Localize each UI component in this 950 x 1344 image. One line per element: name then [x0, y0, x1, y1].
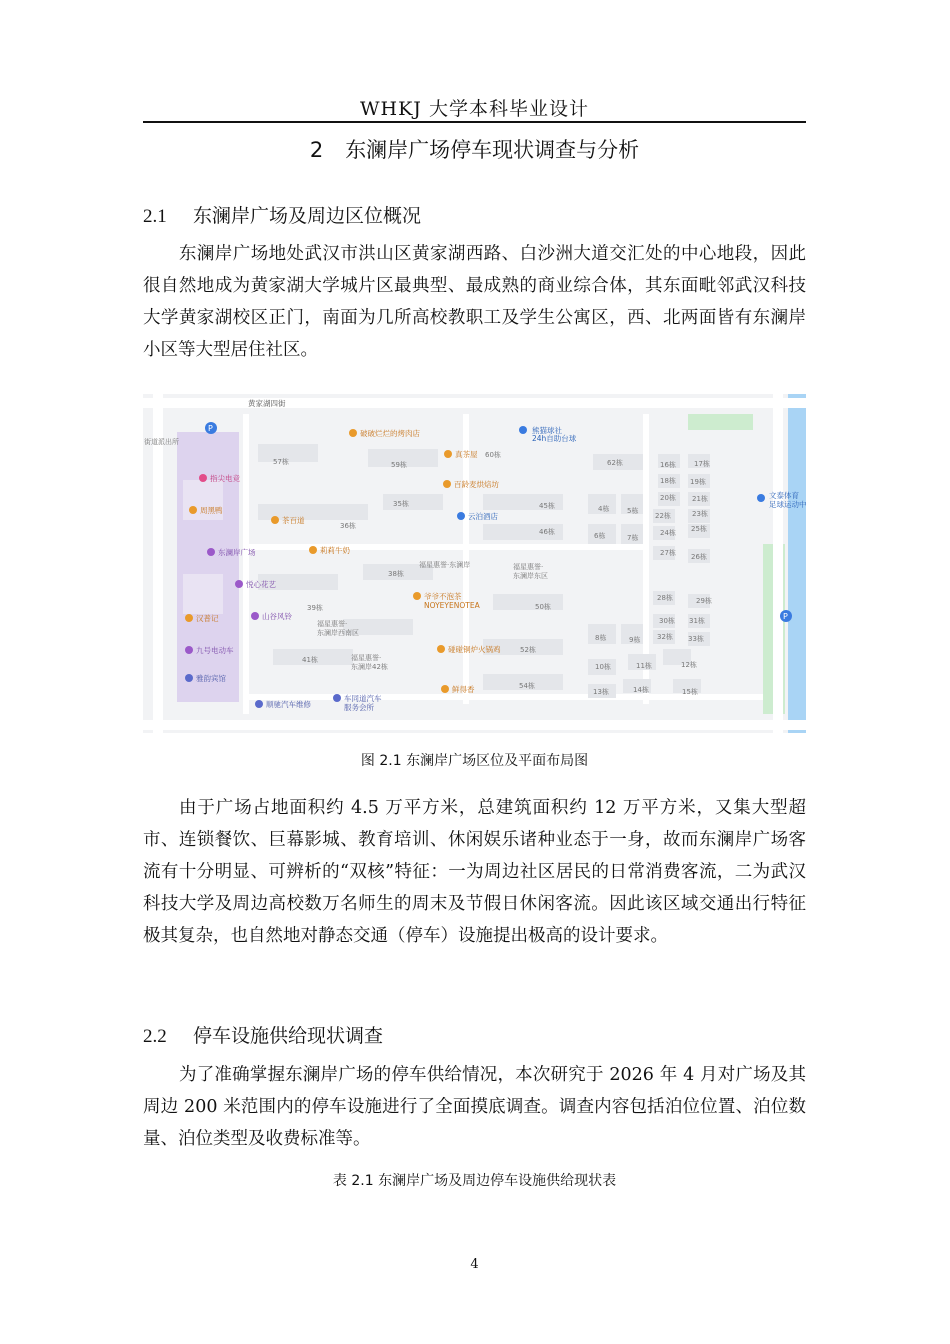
- building-label: 46栋: [539, 528, 555, 536]
- building-label: 60栋: [485, 451, 501, 459]
- building-label: 19栋: [690, 478, 706, 486]
- poi-hongqiao: 碰碰铜炉火锅鸡: [448, 645, 501, 654]
- poi-marker: [199, 474, 207, 482]
- figure-caption: 图 2.1 东澜岸广场区位及平面布局图: [360, 753, 589, 769]
- building-label: 10栋: [595, 663, 611, 671]
- building-label: 31栋: [689, 617, 705, 625]
- building-label: 8栋: [595, 634, 607, 642]
- road-right: [773, 394, 783, 733]
- poi-marker: [441, 685, 449, 693]
- poi-xiongmao: 熊猫球社: [532, 426, 562, 435]
- label-fuxing-xi: 福星惠誉·: [317, 620, 348, 628]
- building-label: 39栋: [307, 604, 323, 612]
- building-label: 23栋: [692, 510, 708, 518]
- building-label: 28栋: [657, 594, 673, 602]
- building-label: 21栋: [692, 495, 708, 503]
- building-label: 13栋: [593, 688, 609, 696]
- building-label: 12栋: [681, 661, 697, 669]
- road-label-top: 黄家湖四街: [248, 399, 286, 408]
- building-label: 25栋: [691, 525, 707, 533]
- poi-yeye-en: NOYEYENOTEA: [424, 601, 480, 610]
- poi-marker: [519, 426, 527, 434]
- building-label: 41栋: [302, 656, 318, 664]
- poi-zhenchawu: 真茶屋: [455, 450, 478, 459]
- poi-marker: [255, 700, 263, 708]
- paragraph-parking-survey: 为了准确掌握东澜岸广场的停车供给情况，本次研究于 2026 年 4 月对广场及其周边 200 米范围内的停车设施进行了全面摸底调查。调查内容包括泊位位置、泊位数量、泊位类型及收费标准等。: [143, 1065, 806, 1149]
- poi-shangu: 山谷风铃: [262, 612, 292, 621]
- poi-zhoumaya: 周黑鸭: [200, 506, 223, 515]
- poi-baiwei: 百龄麦烘焙坊: [454, 480, 499, 489]
- poi-wentai-sub: 足球运动中: [769, 500, 806, 509]
- map-svg: [143, 394, 806, 733]
- plaza-highlight: [177, 432, 239, 702]
- label-fuxing-xi-2: 东澜岸西南区: [317, 629, 359, 637]
- poi-marker: [443, 480, 451, 488]
- building-label: 5栋: [627, 507, 639, 515]
- building-label: 17栋: [694, 460, 710, 468]
- poi-yeye: 爷爷不泡茶: [424, 592, 462, 601]
- poi-yuexin: 悦心花艺: [246, 580, 276, 589]
- poi-marker: [437, 645, 445, 653]
- section-title: 停车设施供给现状调查: [193, 1025, 384, 1047]
- parking-icon: [205, 422, 217, 434]
- poi-marker: [349, 429, 357, 437]
- building-label: 9栋: [629, 636, 641, 644]
- poi-zhijian: 指尖电竞: [210, 474, 240, 483]
- poi-marker: [189, 506, 197, 514]
- location-map-figure: [143, 394, 806, 733]
- building-label: 50栋: [535, 603, 551, 611]
- building-label: 52栋: [520, 646, 536, 654]
- poi-marker: [413, 592, 421, 600]
- building-label: 29栋: [696, 597, 712, 605]
- poi-marker: [271, 516, 279, 524]
- building-label: 24栋: [660, 529, 676, 537]
- label-jiedao: 街道派出所: [144, 438, 179, 446]
- label-fuxing-dongqu: 福星惠誉·: [513, 563, 544, 571]
- poi-wentai: 文泰体育: [769, 491, 799, 500]
- paragraph-passenger-flow: 由于广场占地面积约 4.5 万平方米，总建筑面积约 12 万平方米，又集大型超市、连锁餐饮、巨幕影城、教育培训、休闲娱乐诸种业态于一身，故而东澜岸广场客流有十分明显、可辨析的“双核”特征：一为周边社区居民的日常消费客流，二为武汉科技大学及周边高校数万名师生的周末及节假日休闲客流。因此该区域交通出行特征极其复杂，也自然地对静态交通（停车）设施提出极高的设计要求。: [143, 798, 806, 946]
- section-number: 2.2: [143, 1026, 167, 1047]
- poi-chezhou: 车同道汽车: [344, 694, 382, 703]
- poi-chezhou-sub: 服务会所: [344, 703, 374, 712]
- poi-chabaidao: 茶百道: [282, 516, 305, 525]
- section-heading-2-2: [143, 1021, 383, 1048]
- poi-yunbo: 云泊酒店: [468, 512, 498, 521]
- building-label: 15栋: [682, 688, 698, 696]
- poi-marker: [185, 646, 193, 654]
- building-label: 30栋: [659, 617, 675, 625]
- building-label: 7栋: [627, 534, 639, 542]
- building-label: 35栋: [393, 500, 409, 508]
- poi-marker: [757, 494, 765, 502]
- building-label: 62栋: [607, 459, 623, 467]
- poi-shunchi: 顺驰汽车维修: [266, 700, 311, 709]
- building-label: 27栋: [660, 549, 676, 557]
- river: [788, 394, 806, 733]
- building-label: 20栋: [660, 494, 676, 502]
- building-label: 11栋: [636, 662, 652, 670]
- poi-marker: [235, 580, 243, 588]
- building-label: 4栋: [598, 505, 610, 513]
- building-label: 38栋: [388, 570, 404, 578]
- building-label: 36栋: [340, 522, 356, 530]
- poi-jiuhao: 九号电动车: [196, 646, 234, 655]
- label-fuxing-42-2: 东澜岸42栋: [351, 663, 388, 671]
- chapter-number: 2: [309, 138, 324, 162]
- building-label: 16栋: [660, 461, 676, 469]
- road-top: [143, 398, 806, 408]
- poi-xiongmao-sub: 24h自助台球: [532, 434, 577, 443]
- poi-hanjiji: 汉普记: [196, 614, 219, 623]
- building-label: 22栋: [655, 512, 671, 520]
- label-fuxing-42: 福星惠誉·: [351, 654, 382, 662]
- road-bottom: [143, 720, 806, 730]
- building-label: 18栋: [660, 477, 676, 485]
- building-label: 45栋: [539, 502, 555, 510]
- section-heading-2-1: [143, 201, 421, 228]
- poi-marker: [309, 546, 317, 554]
- section-number: 2.1: [143, 206, 167, 227]
- building-label: 26栋: [691, 553, 707, 561]
- svg-text:P: P: [783, 612, 788, 621]
- poi-yajing: 雅韵宾馆: [196, 674, 226, 683]
- paragraph-location: 东澜岸广场地处武汉市洪山区黄家湖西路、白沙洲大道交汇处的中心地段，因此很自然地成为黄家湖大学城片区最典型、最成熟的商业综合体，其东面毗邻武汉科技大学黄家湖校区正门，南面为几所高校教职工及学生公寓区，西、北两面皆有东澜岸小区等大型居住社区。: [143, 244, 806, 360]
- page-header: WHKJ 大学本科毕业设计: [360, 98, 589, 120]
- poi-dongtlanan: 东澜岸广场: [218, 548, 256, 557]
- chapter-title-text: 东澜岸广场停车现状调查与分析: [345, 138, 640, 162]
- building-label: 14栋: [633, 686, 649, 694]
- poi-marker: [333, 694, 341, 702]
- section-title: 东澜岸广场及周边区位概况: [193, 205, 422, 227]
- label-fuxing-dongqu-2: 东澜岸东区: [513, 572, 548, 580]
- svg-text:P: P: [208, 424, 213, 433]
- poi-marker: [457, 512, 465, 520]
- building-label: 33栋: [688, 635, 704, 643]
- poi-marker: [251, 612, 259, 620]
- poi-marker: [207, 548, 215, 556]
- poi-xianchaxiang: 鲜得香: [452, 685, 475, 694]
- building-label: 57栋: [273, 458, 289, 466]
- poi-marker: [444, 450, 452, 458]
- poi-marker: [185, 674, 193, 682]
- building-label: 54栋: [519, 682, 535, 690]
- building-label: 59栋: [391, 461, 407, 469]
- table-caption: 表 2.1 东澜岸广场及周边停车设施供给现状表: [332, 1173, 617, 1189]
- label-fuxing-dong: 福星惠誉·东澜岸: [419, 561, 471, 569]
- chapter-title: [143, 134, 806, 164]
- header-rule: [143, 121, 806, 123]
- parking-icon: [780, 610, 792, 622]
- poi-lili: 莉莉牛奶: [320, 546, 350, 555]
- building-label: 32栋: [657, 633, 673, 641]
- page-number: 4: [470, 1257, 479, 1272]
- poi-bopo: 破破烂烂的烤肉店: [360, 429, 420, 438]
- poi-marker: [185, 614, 193, 622]
- building-label: 6栋: [594, 532, 606, 540]
